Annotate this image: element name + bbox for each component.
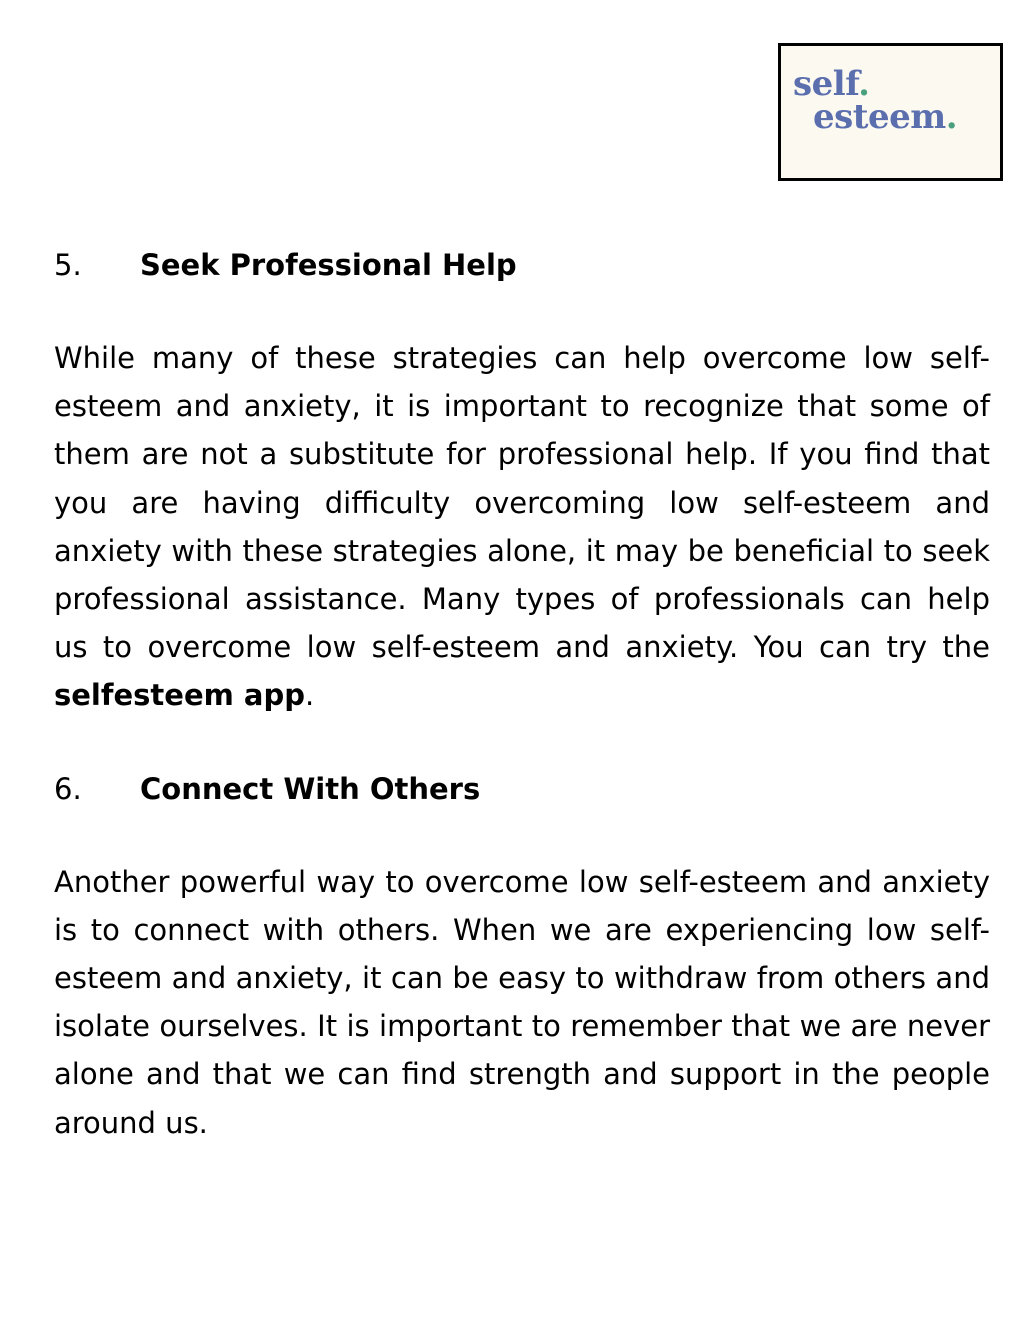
section-title: Connect With Others xyxy=(140,771,481,806)
section-number: 6. xyxy=(54,771,82,806)
section-heading xyxy=(54,761,990,817)
section-number: 5. xyxy=(54,248,82,282)
section-paragraph xyxy=(54,334,990,720)
section-paragraph: Another powerful way to overcome low self-esteem and anxiety is to connect with others. When we are experiencing low self-esteem and anxiety, it can be easy to withdraw from others and isolate ourselves. It is important to remember that we are never alone and that we can find strength and support in the people around us. xyxy=(54,864,990,1140)
document-body xyxy=(54,237,990,1188)
logo-wordmark xyxy=(793,64,958,137)
logo-line1: self xyxy=(793,64,859,104)
logo-line2: esteem xyxy=(813,97,946,137)
logo-dot: . xyxy=(945,97,958,137)
section-heading xyxy=(54,237,990,293)
self-esteem-logo xyxy=(778,43,1003,181)
paragraph-text: While many of these strategies can help overcome low self-esteem and anxiety, it is important to recognize that some of them are not a substitute for professional help. If you find that you are having difficulty overcoming low self-esteem and anxiety with these strategies alone, it may be beneficial to seek professional assistance. Many types of professionals can help us to overcome low self-esteem and anxiety. You can try the xyxy=(54,341,990,665)
paragraph-text-end: . xyxy=(305,678,315,713)
logo-dot: . xyxy=(858,64,870,104)
app-name-link-text: selfesteem app xyxy=(54,678,306,713)
section-title: Seek Professional Help xyxy=(140,248,517,282)
